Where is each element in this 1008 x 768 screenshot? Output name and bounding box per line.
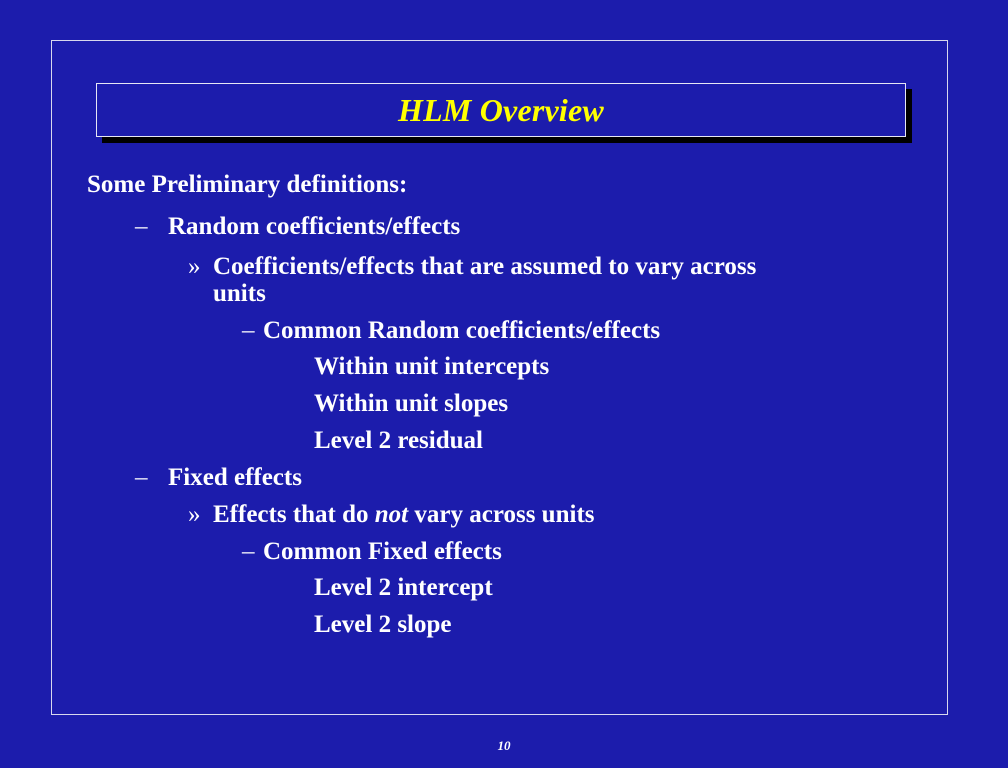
dash-bullet: – [242,317,255,344]
fixed-example: Level 2 intercept [314,574,493,601]
random-definition-line2: units [213,280,266,307]
fixed-definition-before: Effects that do [213,501,375,528]
chevron-bullet: » [188,253,201,280]
random-example: Within unit intercepts [314,353,550,380]
dash-bullet: – [242,538,255,565]
fixed-definition-emphasis: not [374,501,409,528]
heading: Some Preliminary definitions: [87,171,408,198]
page-number: 10 [497,738,511,753]
random-definition-line1: Coefficients/effects that are assumed to vary across [213,253,757,280]
fixed-definition [213,502,595,528]
random-example: Level 2 residual [314,427,483,454]
fixed-label: Fixed effects [168,464,302,491]
random-example: Within unit slopes [314,390,509,417]
dash-bullet: – [135,464,148,491]
fixed-example: Level 2 slope [314,611,452,638]
slide-title: HLM Overview [398,91,604,128]
chevron-bullet: » [188,501,201,528]
title-box [96,83,906,137]
random-label: Random coefficients/effects [168,213,461,240]
fixed-definition-after: vary across units [408,501,595,528]
dash-bullet: – [135,213,148,240]
random-common-label: Common Random coefficients/effects [263,317,661,344]
fixed-common-label: Common Fixed effects [263,538,502,565]
